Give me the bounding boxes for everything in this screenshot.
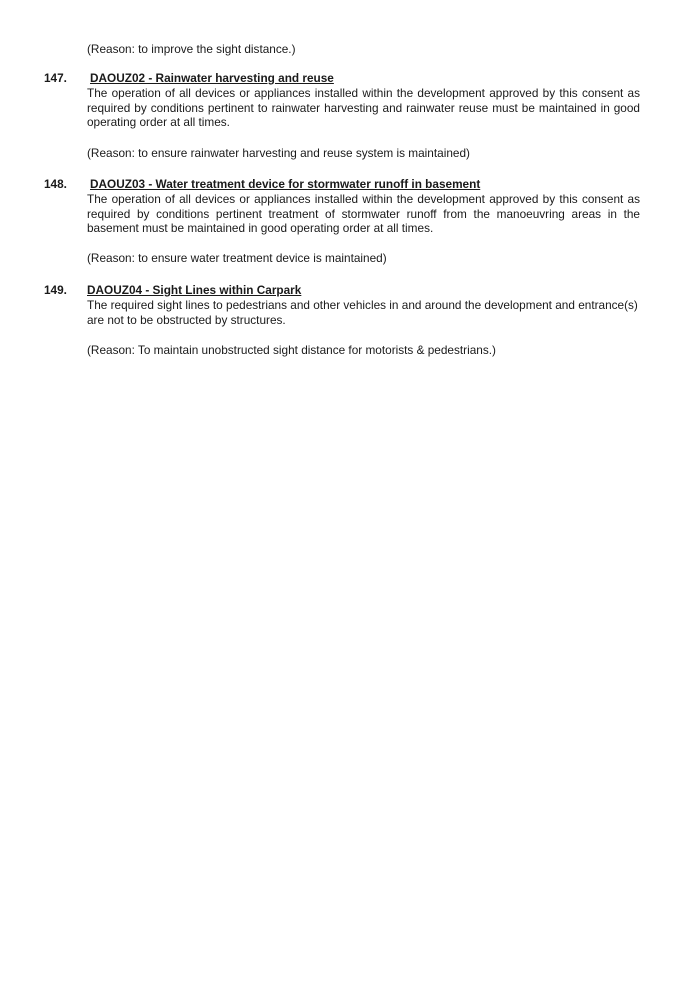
reason-text: (Reason: To maintain unobstructed sight distance for motorists & pedestrians.)	[87, 343, 496, 357]
condition-title: DAOUZ02 - Rainwater harvesting and reuse	[90, 71, 334, 85]
condition-body: The operation of all devices or appliances installed within the development approved by this consent as required by conditions pertinent treatment of stormwater runoff from the manoeuvring areas in the basement must be maintained in good operating order at all times.	[87, 192, 640, 236]
condition-body: The operation of all devices or appliances installed within the development approved by this consent as required by conditions pertinent to rainwater harvesting and rainwater reuse must be maintained in good operating order at all times.	[87, 86, 640, 130]
condition-number: 149.	[44, 283, 67, 297]
condition-title: DAOUZ04 - Sight Lines within Carpark	[87, 283, 302, 297]
condition-number: 148.	[44, 177, 67, 191]
reason-text: (Reason: to ensure rainwater harvesting and reuse system is maintained)	[87, 146, 470, 160]
condition-body: The required sight lines to pedestrians and other vehicles in and around the development and entrance(s) are not to be obstructed by structures.	[87, 298, 638, 327]
condition-number: 147.	[44, 71, 67, 85]
reason-text: (Reason: to ensure water treatment device is maintained)	[87, 251, 387, 265]
condition-title: DAOUZ03 - Water treatment device for stormwater runoff in basement	[90, 177, 481, 191]
reason-text: (Reason: to improve the sight distance.)	[87, 42, 296, 56]
